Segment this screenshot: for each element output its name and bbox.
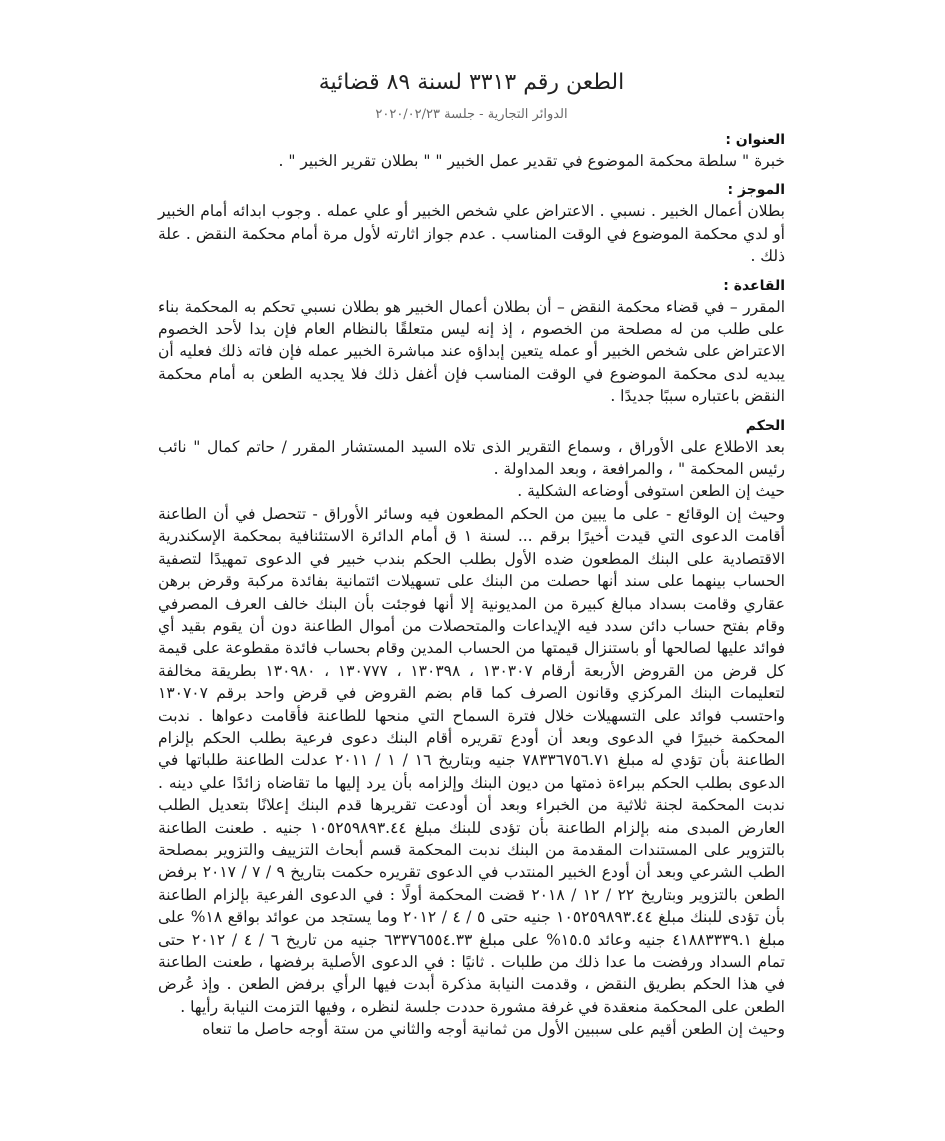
summary-heading: الموجز : bbox=[727, 182, 785, 199]
rule-text: المقرر – في قضاء محكمة النقض – أن بطلان أعمال الخبير هو بطلان نسبي تحكم به المحكمة بناء على طلب من له مصلحة من الخصوم ، إذ إنه ليس متعلقًا بالنظام العام فإن بدا لأحد الخصوم الاعتراض على شخص الخبير أو عمله يتعين إبداؤه عند مباشرة الخبير عمله فإن فاته ذلك فعليه أن يبديه لدى محكمة الموضوع في الوقت المناسب فإن أغفل ذلك فلا يجديه الطعن به أمام محكمة النقض باعتباره سببًا جديدًا . bbox=[158, 297, 785, 406]
judgment-paragraph-3: وحيث إن الوقائع - على ما يبين من الحكم المطعون فيه وسائر الأوراق - تتحصل في أن الطاعنة أقامت الدعوى التي قيدت أخيرًا برقم ... لسنة ١ ق أمام الدائرة الاستئنافية بمحكمة الإسكندرية الاقتصادية على البنك المطعون ضده الأول بطلب الحكم بندب خبير في الدعوى تمهيدًا لتصفية الحساب بينهما على سند أنها حصلت من البنك على تسهيلات ائتمانية بفائدة مركبة وقرض برهن عقاري وقامت بسداد مبالغ كبيرة من المديونية إلا أنها فوجئت بأن البنك خالف العرف المصرفي وقام بفتح حساب دائن سدد فيه الإيداعات والمتحصلات من أموال الطاعنة دون أن يقوم بقيد أي فوائد عليها لصالحها أو باستنزال قيمتها من الحساب المدين وقام بحساب فائدة مقطوعة على قيمة كل قرض من القروض الأربعة أرقام ١٣٠٣٠٧ ، ١٣٠٣٩٨ ، ١٣٠٧٧٧ ، ١٣٠٩٨٠ بطريقة مخالفة لتعليمات البنك المركزي وقانون الصرف كما قام بضم القروض في قرض واحد برقم ١٣٠٧٠٧ واحتسب فوائد على التسهيلات خلال فترة السماح التي منحها للطاعنة فأقامت دعواها . ندبت المحكمة خبيرًا في الدعوى وبعد أن أودع تقريره أقام البنك دعوى فرعية بطلب الحكم بإلزام الطاعنة بأن تؤدي له مبلغ ٧٨٣٣٦٧٥٦.٧١ جنيه وبتاريخ ١٦ / ١ / ٢٠١١ عدلت الطاعنة طلباتها في الدعوى بطلب الحكم ببراءة ذمتها من ديون البنك وإلزامه بأن يرد إليها ما تقاضاه زائدًا علي دينه . ندبت المحكمة لجنة ثلاثية من الخبراء وبعد أن أودعت تقريرها قدم البنك إعلانًا بتعديل الطلب العارض المبدى منه بإلزام الطاعنة بأن تؤدى للبنك مبلغ ١٠٥٢٥٩٨٩٣.٤٤ جنيه . طعنت الطاعنة بالتزوير على المستندات المقدمة من البنك ندبت المحكمة قسم أبحاث التزييف والتزوير بمصلحة الطب الشرعي وبعد أن أودع الخبير المنتدب في الدعوى تقريره حكمت بتاريخ ٩ / ٧ / ٢٠١٧ برفض الطعن بالتزوير وبتاريخ ٢٢ / ١٢ / ٢٠١٨ قضت المحكمة أولًا : في الدعوى الفرعية بإلزام الطاعنة بأن تؤدى للبنك مبلغ ١٠٥٢٥٩٨٩٣.٤٤ جنيه حتى ٥ / ٤ / ٢٠١٢ وما يستجد من عوائد بواقع ١٨% على مبلغ ٤١٨٨٣٣٣٩.١ جنيه وعائد ١٥.٥% على مبلغ ٦٣٣٧٦٥٥٤.٣٣ جنيه من تاريخ ٦ / ٤ / ٢٠١٢ حتى تمام السداد ورفضت ما عدا ذلك من طلبات . ثانيًا : في الدعوى الأصلية برفضها ، طعنت الطاعنة في هذا الحكم بطريق النقض ، وقدمت النيابة مذكرة أبدت فيها الرأي برفض الطعن . وإذ عُرض الطعن على المحكمة منعقدة في غرفة مشورة حددت جلسة لنظره ، وفيها التزمت النيابة رأيها . bbox=[158, 504, 786, 1016]
rule-section bbox=[158, 278, 785, 408]
address-section bbox=[158, 132, 785, 172]
judgment-paragraph-4: وحيث إن الطعن أقيم على سببين الأول من ثمانية أوجه والثاني من ستة أوجه حاصل ما تنعاه bbox=[202, 1020, 785, 1039]
page-title: الطعن رقم ٣٣١٣ لسنة ٨٩ قضائية bbox=[318, 70, 625, 95]
judgment-section bbox=[158, 418, 785, 1041]
address-heading: العنوان : bbox=[725, 132, 785, 148]
summary-text: بطلان أعمال الخبير . نسبي . الاعتراض علي شخص الخبير أو علي عمله . وجوب ابدائه أمام الخبير أو لدي محكمة الموضوع في الوقت المناسب . عدم جواز اثارته لأول مرة أمام محكمة النقض . علة ذلك . bbox=[158, 202, 785, 266]
judgment-heading: الحكم bbox=[745, 417, 785, 434]
rule-heading: القاعدة : bbox=[723, 277, 785, 294]
summary-section bbox=[158, 182, 785, 267]
judgment-paragraph-1: بعد الاطلاع على الأوراق ، وسماع التقرير الذى تلاه السيد المستشار المقرر / حاتم كمال " نائب رئيس المحكمة " ، والمرافعة ، وبعد المداولة . bbox=[158, 437, 785, 479]
address-text: خبرة " سلطة محكمة الموضوع في تقدير عمل الخبير " " بطلان تقرير الخبير " . bbox=[278, 152, 785, 170]
judgment-paragraph-2: حيث إن الطعن استوفى أوضاعه الشكلية . bbox=[517, 482, 785, 501]
page-subtitle: الدوائر التجارية - جلسة ٢٠٢٠/٠٢/٢٣ bbox=[375, 107, 568, 122]
